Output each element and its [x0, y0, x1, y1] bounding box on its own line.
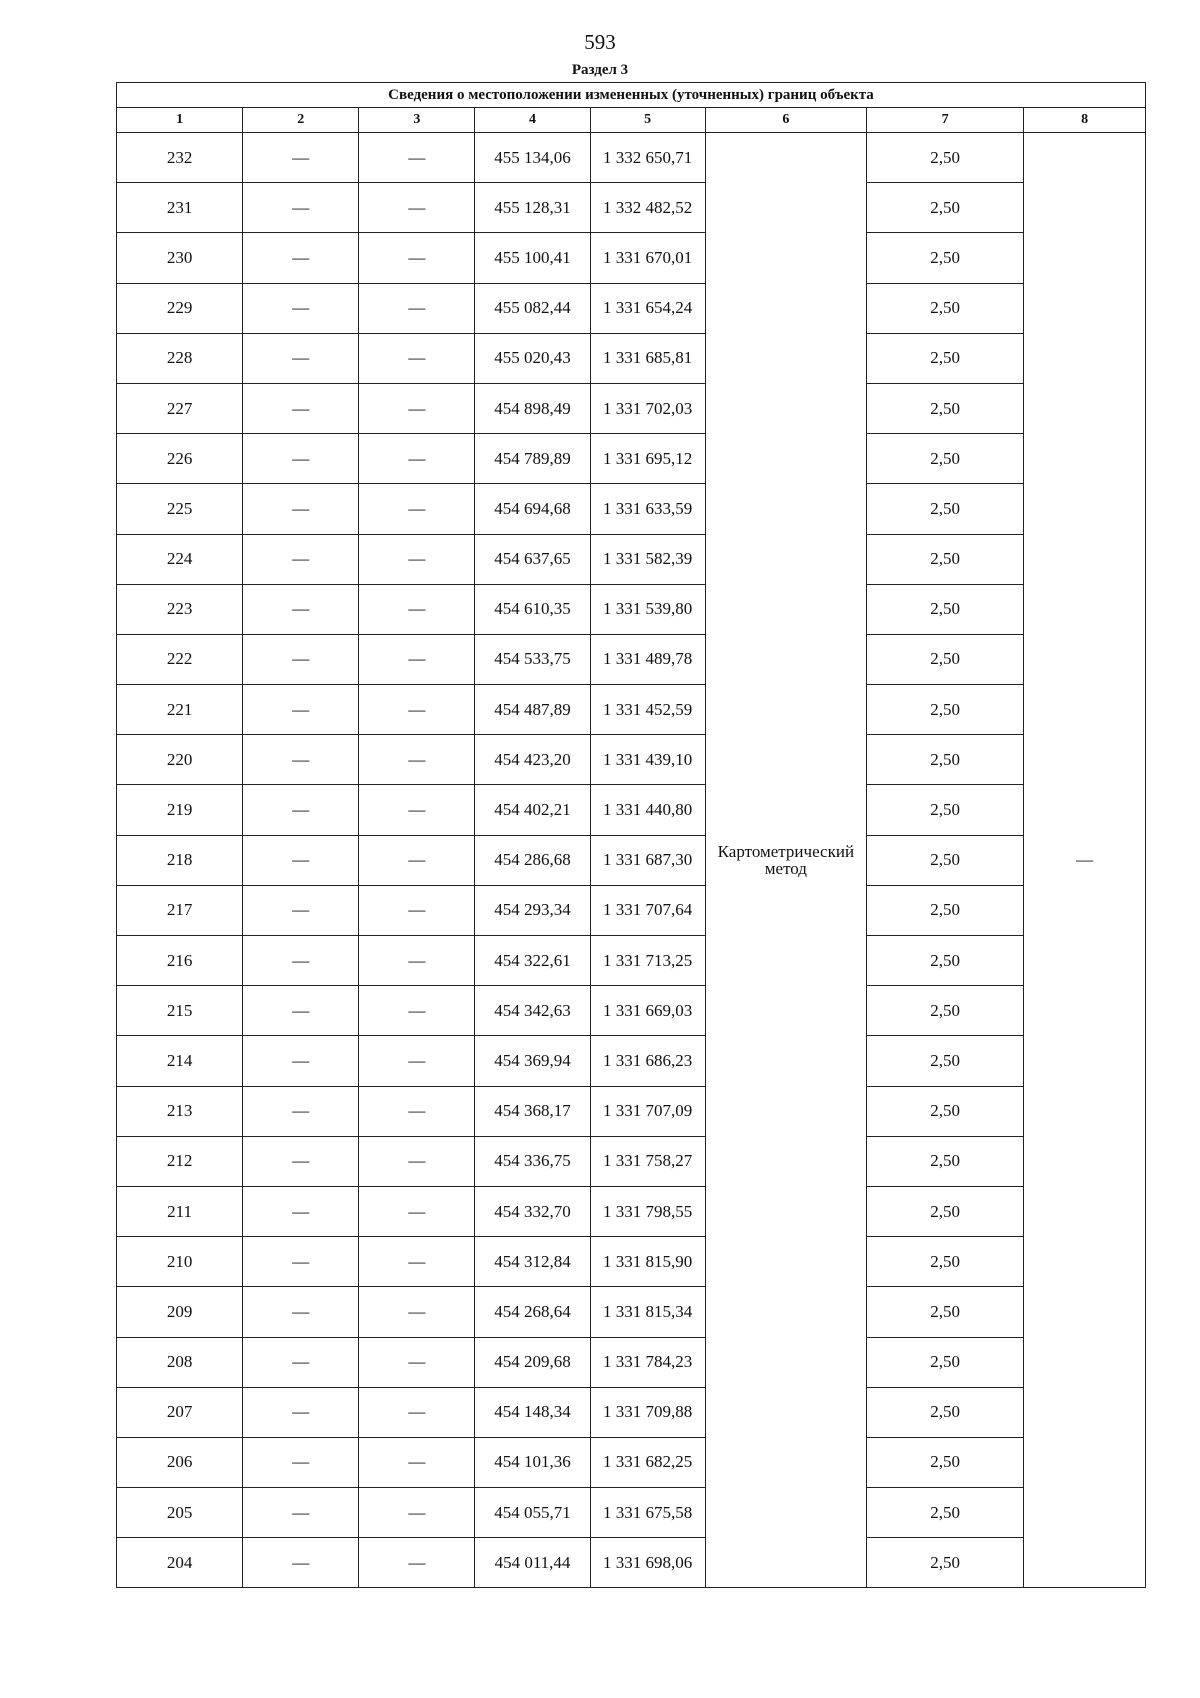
coordinates-table	[116, 82, 1146, 1588]
y-coordinate-cell: 1 331 654,24	[590, 283, 705, 333]
x-coordinate-cell: 454 322,61	[475, 936, 590, 986]
table-row	[117, 434, 1146, 484]
accuracy-cell: 2,50	[867, 835, 1024, 885]
accuracy-cell: 2,50	[867, 383, 1024, 433]
table-row	[117, 835, 1146, 885]
accuracy-cell: 2,50	[867, 183, 1024, 233]
point-number-cell: 216	[117, 936, 243, 986]
dash-cell: —	[359, 1186, 475, 1236]
dash-cell: —	[359, 1387, 475, 1437]
accuracy-cell: 2,50	[867, 584, 1024, 634]
x-coordinate-cell: 454 487,89	[475, 685, 590, 735]
table-row	[117, 183, 1146, 233]
point-number-cell: 231	[117, 183, 243, 233]
accuracy-cell: 2,50	[867, 1136, 1024, 1186]
x-coordinate-cell: 454 898,49	[475, 383, 590, 433]
point-number-cell: 222	[117, 634, 243, 684]
x-coordinate-cell: 454 209,68	[475, 1337, 590, 1387]
dash-cell: —	[243, 484, 359, 534]
dash-cell: —	[359, 283, 475, 333]
x-coordinate-cell: 455 100,41	[475, 233, 590, 283]
table-row	[117, 634, 1146, 684]
dash-cell: —	[243, 1287, 359, 1337]
point-number-cell: 226	[117, 434, 243, 484]
point-number-cell: 211	[117, 1186, 243, 1236]
point-number-cell: 205	[117, 1488, 243, 1538]
dash-cell: —	[243, 1538, 359, 1588]
column-number-row	[117, 108, 1146, 133]
table-caption: Сведения о местоположении измененных (уточненных) границ объекта	[117, 83, 1146, 108]
point-number-cell: 206	[117, 1437, 243, 1487]
point-number-cell: 219	[117, 785, 243, 835]
point-number-cell: 223	[117, 584, 243, 634]
dash-cell: —	[243, 1237, 359, 1287]
dash-cell: —	[359, 1237, 475, 1287]
dash-cell: —	[359, 183, 475, 233]
table-row	[117, 785, 1146, 835]
accuracy-cell: 2,50	[867, 233, 1024, 283]
accuracy-cell: 2,50	[867, 1488, 1024, 1538]
page-number: 593	[584, 30, 616, 54]
y-coordinate-cell: 1 331 675,58	[590, 1488, 705, 1538]
dash-cell: —	[243, 735, 359, 785]
accuracy-cell: 2,50	[867, 634, 1024, 684]
dash-cell: —	[243, 634, 359, 684]
accuracy-cell: 2,50	[867, 1036, 1024, 1086]
dash-cell: —	[359, 735, 475, 785]
point-number-cell: 204	[117, 1538, 243, 1588]
dash-cell: —	[359, 936, 475, 986]
y-coordinate-cell: 1 332 650,71	[590, 133, 705, 183]
y-coordinate-cell: 1 331 489,78	[590, 634, 705, 684]
method-cell: Картометрический метод	[705, 133, 867, 1588]
table-row	[117, 534, 1146, 584]
dash-cell: —	[359, 1437, 475, 1487]
table-row	[117, 1036, 1146, 1086]
dash-cell: —	[359, 484, 475, 534]
dash-cell: —	[243, 1186, 359, 1236]
dash-cell: —	[243, 333, 359, 383]
table-row	[117, 133, 1146, 183]
dash-cell: —	[243, 1136, 359, 1186]
point-number-cell: 218	[117, 835, 243, 885]
y-coordinate-cell: 1 331 695,12	[590, 434, 705, 484]
dash-cell: —	[359, 1036, 475, 1086]
column-number: 1	[117, 108, 243, 133]
table-row	[117, 1488, 1146, 1538]
dash-cell: —	[359, 1136, 475, 1186]
y-coordinate-cell: 1 331 670,01	[590, 233, 705, 283]
table-row	[117, 1186, 1146, 1236]
y-coordinate-cell: 1 332 482,52	[590, 183, 705, 233]
dash-cell: —	[359, 333, 475, 383]
dash-cell: —	[359, 383, 475, 433]
accuracy-cell: 2,50	[867, 333, 1024, 383]
y-coordinate-cell: 1 331 815,90	[590, 1237, 705, 1287]
dash-cell: —	[359, 1086, 475, 1136]
x-coordinate-cell: 454 342,63	[475, 986, 590, 1036]
x-coordinate-cell: 454 011,44	[475, 1538, 590, 1588]
accuracy-cell: 2,50	[867, 1538, 1024, 1588]
dash-cell: —	[243, 1036, 359, 1086]
y-coordinate-cell: 1 331 707,64	[590, 885, 705, 935]
column-number: 5	[590, 108, 705, 133]
x-coordinate-cell: 454 789,89	[475, 434, 590, 484]
x-coordinate-cell: 454 637,65	[475, 534, 590, 584]
table-row	[117, 283, 1146, 333]
accuracy-cell: 2,50	[867, 1186, 1024, 1236]
y-coordinate-cell: 1 331 452,59	[590, 685, 705, 735]
x-coordinate-cell: 454 148,34	[475, 1387, 590, 1437]
dash-cell: —	[243, 1437, 359, 1487]
dash-cell: —	[359, 785, 475, 835]
accuracy-cell: 2,50	[867, 133, 1024, 183]
x-coordinate-cell: 454 369,94	[475, 1036, 590, 1086]
table-row	[117, 1437, 1146, 1487]
table-row	[117, 1387, 1146, 1437]
dash-cell: —	[243, 1387, 359, 1437]
dash-cell: —	[359, 685, 475, 735]
column-number: 8	[1024, 108, 1146, 133]
point-number-cell: 232	[117, 133, 243, 183]
dash-cell: —	[243, 1488, 359, 1538]
x-coordinate-cell: 454 402,21	[475, 785, 590, 835]
x-coordinate-cell: 454 268,64	[475, 1287, 590, 1337]
x-coordinate-cell: 454 610,35	[475, 584, 590, 634]
point-number-cell: 212	[117, 1136, 243, 1186]
dash-cell: —	[243, 986, 359, 1036]
dash-cell: —	[243, 885, 359, 935]
y-coordinate-cell: 1 331 698,06	[590, 1538, 705, 1588]
dash-cell: —	[359, 534, 475, 584]
x-coordinate-cell: 454 055,71	[475, 1488, 590, 1538]
point-number-cell: 225	[117, 484, 243, 534]
x-coordinate-cell: 454 312,84	[475, 1237, 590, 1287]
dash-cell: —	[243, 183, 359, 233]
point-number-cell: 228	[117, 333, 243, 383]
accuracy-cell: 2,50	[867, 1437, 1024, 1487]
dash-cell: —	[359, 133, 475, 183]
y-coordinate-cell: 1 331 798,55	[590, 1186, 705, 1236]
dash-cell: —	[243, 1337, 359, 1387]
x-coordinate-cell: 454 332,70	[475, 1186, 590, 1236]
column-number: 2	[243, 108, 359, 133]
y-coordinate-cell: 1 331 685,81	[590, 333, 705, 383]
dash-cell: —	[359, 634, 475, 684]
accuracy-cell: 2,50	[867, 785, 1024, 835]
dash-cell: —	[359, 1538, 475, 1588]
x-coordinate-cell: 454 694,68	[475, 484, 590, 534]
table-row	[117, 986, 1146, 1036]
column-number: 4	[475, 108, 590, 133]
accuracy-cell: 2,50	[867, 986, 1024, 1036]
x-coordinate-cell: 454 336,75	[475, 1136, 590, 1186]
accuracy-cell: 2,50	[867, 1237, 1024, 1287]
point-number-cell: 215	[117, 986, 243, 1036]
column8-cell: —	[1024, 133, 1146, 1588]
dash-cell: —	[243, 1086, 359, 1136]
table-row	[117, 1538, 1146, 1588]
accuracy-cell: 2,50	[867, 1387, 1024, 1437]
x-coordinate-cell: 454 286,68	[475, 835, 590, 885]
dash-cell: —	[243, 584, 359, 634]
x-coordinate-cell: 455 020,43	[475, 333, 590, 383]
accuracy-cell: 2,50	[867, 936, 1024, 986]
y-coordinate-cell: 1 331 713,25	[590, 936, 705, 986]
dash-cell: —	[243, 685, 359, 735]
accuracy-cell: 2,50	[867, 434, 1024, 484]
y-coordinate-cell: 1 331 784,23	[590, 1337, 705, 1387]
dash-cell: —	[359, 584, 475, 634]
x-coordinate-cell: 454 101,36	[475, 1437, 590, 1487]
table-row	[117, 1337, 1146, 1387]
dash-cell: —	[359, 1488, 475, 1538]
y-coordinate-cell: 1 331 758,27	[590, 1136, 705, 1186]
column-number: 6	[705, 108, 867, 133]
dash-cell: —	[243, 835, 359, 885]
table-row	[117, 885, 1146, 935]
dash-cell: —	[359, 1287, 475, 1337]
point-number-cell: 227	[117, 383, 243, 433]
dash-cell: —	[243, 785, 359, 835]
x-coordinate-cell: 454 293,34	[475, 885, 590, 935]
accuracy-cell: 2,50	[867, 735, 1024, 785]
point-number-cell: 217	[117, 885, 243, 935]
point-number-cell: 207	[117, 1387, 243, 1437]
dash-cell: —	[359, 1337, 475, 1387]
accuracy-cell: 2,50	[867, 484, 1024, 534]
point-number-cell: 229	[117, 283, 243, 333]
point-number-cell: 221	[117, 685, 243, 735]
y-coordinate-cell: 1 331 709,88	[590, 1387, 705, 1437]
y-coordinate-cell: 1 331 687,30	[590, 835, 705, 885]
dash-cell: —	[359, 885, 475, 935]
y-coordinate-cell: 1 331 682,25	[590, 1437, 705, 1487]
y-coordinate-cell: 1 331 439,10	[590, 735, 705, 785]
table-row	[117, 333, 1146, 383]
dash-cell: —	[359, 835, 475, 885]
y-coordinate-cell: 1 331 707,09	[590, 1086, 705, 1136]
x-coordinate-cell: 455 134,06	[475, 133, 590, 183]
section-title: Раздел 3	[571, 62, 629, 78]
y-coordinate-cell: 1 331 582,39	[590, 534, 705, 584]
y-coordinate-cell: 1 331 702,03	[590, 383, 705, 433]
table-row	[117, 936, 1146, 986]
point-number-cell: 213	[117, 1086, 243, 1136]
point-number-cell: 220	[117, 735, 243, 785]
dash-cell: —	[243, 133, 359, 183]
dash-cell: —	[359, 434, 475, 484]
dash-cell: —	[243, 936, 359, 986]
table-row	[117, 584, 1146, 634]
dash-cell: —	[243, 233, 359, 283]
accuracy-cell: 2,50	[867, 534, 1024, 584]
dash-cell: —	[243, 383, 359, 433]
table-caption-row	[117, 83, 1146, 108]
table-row	[117, 1136, 1146, 1186]
point-number-cell: 208	[117, 1337, 243, 1387]
table-body	[117, 83, 1146, 1588]
table-row	[117, 735, 1146, 785]
point-number-cell: 209	[117, 1287, 243, 1337]
dash-cell: —	[359, 986, 475, 1036]
dash-cell: —	[359, 233, 475, 283]
accuracy-cell: 2,50	[867, 283, 1024, 333]
dash-cell: —	[243, 434, 359, 484]
x-coordinate-cell: 454 423,20	[475, 735, 590, 785]
y-coordinate-cell: 1 331 669,03	[590, 986, 705, 1036]
accuracy-cell: 2,50	[867, 1337, 1024, 1387]
dash-cell: —	[243, 534, 359, 584]
point-number-cell: 224	[117, 534, 243, 584]
table-row	[117, 685, 1146, 735]
table-row	[117, 1287, 1146, 1337]
column-number: 7	[867, 108, 1024, 133]
table-row	[117, 233, 1146, 283]
x-coordinate-cell: 455 082,44	[475, 283, 590, 333]
accuracy-cell: 2,50	[867, 1086, 1024, 1136]
accuracy-cell: 2,50	[867, 1287, 1024, 1337]
x-coordinate-cell: 454 368,17	[475, 1086, 590, 1136]
point-number-cell: 210	[117, 1237, 243, 1287]
table-row	[117, 1237, 1146, 1287]
y-coordinate-cell: 1 331 633,59	[590, 484, 705, 534]
accuracy-cell: 2,50	[867, 685, 1024, 735]
accuracy-cell: 2,50	[867, 885, 1024, 935]
dash-cell: —	[243, 283, 359, 333]
column-number: 3	[359, 108, 475, 133]
point-number-cell: 230	[117, 233, 243, 283]
point-number-cell: 214	[117, 1036, 243, 1086]
x-coordinate-cell: 455 128,31	[475, 183, 590, 233]
table-row	[117, 1086, 1146, 1136]
table-row	[117, 484, 1146, 534]
table-row	[117, 383, 1146, 433]
y-coordinate-cell: 1 331 686,23	[590, 1036, 705, 1086]
y-coordinate-cell: 1 331 539,80	[590, 584, 705, 634]
y-coordinate-cell: 1 331 440,80	[590, 785, 705, 835]
y-coordinate-cell: 1 331 815,34	[590, 1287, 705, 1337]
x-coordinate-cell: 454 533,75	[475, 634, 590, 684]
